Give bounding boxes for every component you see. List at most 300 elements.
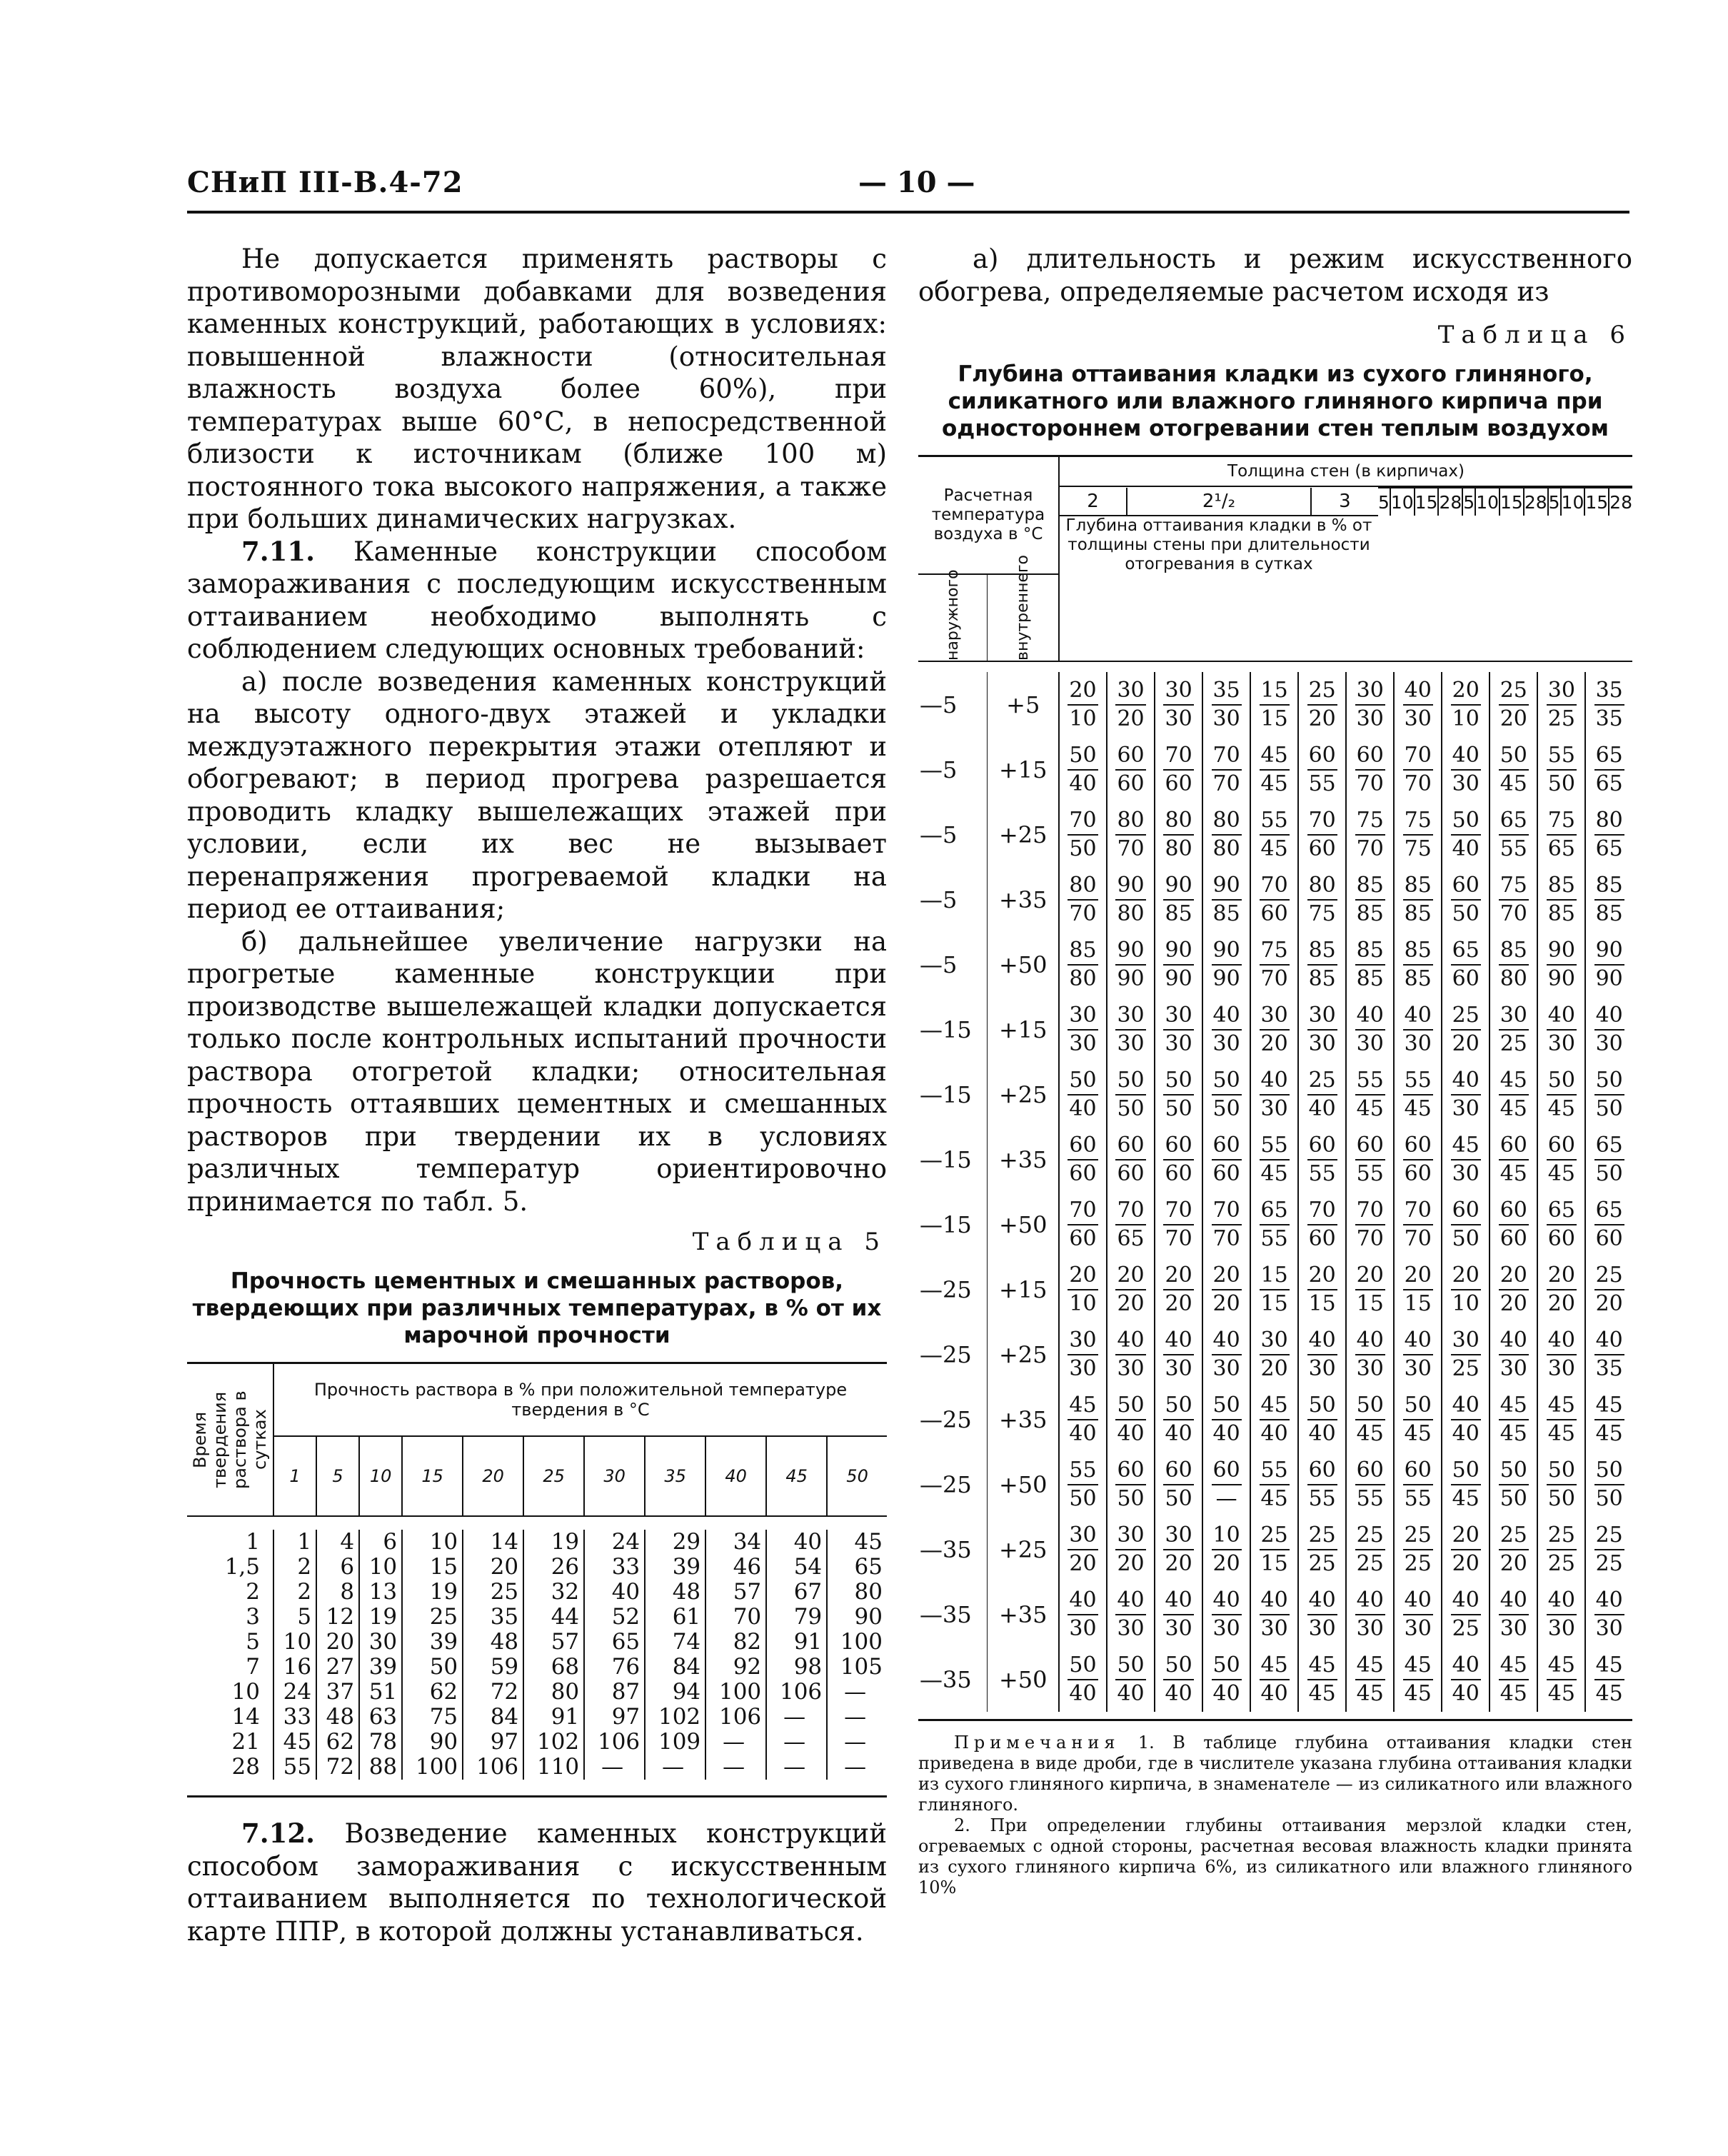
table6-notes <box>918 1733 1632 1898</box>
table6-fraction-cell <box>1059 1257 1107 1322</box>
thaw-depth-fraction <box>1403 1002 1433 1058</box>
table6-fraction-cell <box>1107 1387 1155 1452</box>
thaw-depth-fraction <box>1451 1587 1481 1643</box>
fraction-denominator: 80 <box>1117 901 1145 926</box>
thaw-depth-fraction <box>1403 872 1433 928</box>
fraction-denominator: 90 <box>1595 966 1623 991</box>
thaw-depth-fraction <box>1115 807 1145 863</box>
table6-fraction-cell <box>1202 1192 1250 1257</box>
table5-value-cell: 79 <box>766 1605 827 1630</box>
fraction-denominator: — <box>1215 1485 1237 1511</box>
table6-fraction-cell <box>1059 737 1107 802</box>
fraction-denominator: 45 <box>1356 1420 1384 1446</box>
fraction-denominator: 40 <box>1308 1420 1336 1446</box>
thaw-depth-fraction <box>1163 1652 1193 1708</box>
table6-fraction-cell <box>1155 1517 1202 1582</box>
thaw-depth-fraction <box>1115 1067 1145 1123</box>
thaw-depth-fraction <box>1307 1457 1337 1513</box>
fraction-numerator: 25 <box>1594 1262 1624 1290</box>
fraction-denominator: 40 <box>1260 1680 1288 1706</box>
fraction-numerator: 50 <box>1163 1392 1193 1420</box>
fraction-numerator: 50 <box>1212 1067 1242 1095</box>
fraction-numerator: 40 <box>1403 1587 1433 1615</box>
table6-inside-header-cell <box>988 554 1059 661</box>
table6-inside-temp: +35 <box>988 867 1059 932</box>
fraction-numerator: 25 <box>1403 1522 1433 1550</box>
table6-fraction-cell <box>1298 997 1346 1062</box>
fraction-numerator: 65 <box>1594 742 1624 771</box>
table6-fraction-cell <box>1537 932 1585 997</box>
fraction-denominator: 40 <box>1165 1680 1192 1706</box>
thaw-depth-fraction <box>1163 807 1193 863</box>
fraction-numerator: 50 <box>1115 1067 1145 1095</box>
table5-row <box>187 1755 887 1780</box>
fraction-numerator: 20 <box>1068 1262 1097 1290</box>
table6-bottom-row <box>918 1712 1632 1720</box>
fraction-denominator: 50 <box>1595 1160 1623 1186</box>
thaw-depth-fraction <box>1115 1652 1145 1708</box>
fraction-denominator: 25 <box>1500 1031 1527 1056</box>
table6-fraction-cell <box>1442 1127 1490 1192</box>
table6-fraction-cell <box>1442 1387 1490 1452</box>
fraction-denominator: 85 <box>1212 901 1240 926</box>
fraction-numerator: 25 <box>1547 1522 1577 1550</box>
thaw-depth-fraction <box>1115 1132 1145 1188</box>
fraction-denominator: 45 <box>1500 1420 1527 1446</box>
table5-value-cell: — <box>766 1755 827 1780</box>
table6-fraction-cell <box>1394 932 1442 997</box>
table5-bottom-row <box>187 1780 887 1797</box>
table6-fraction-cell <box>1059 1517 1107 1582</box>
fraction-denominator: 90 <box>1117 966 1145 991</box>
thaw-depth-fraction <box>1499 1002 1529 1058</box>
fraction-numerator: 50 <box>1068 1067 1097 1095</box>
fraction-denominator: 90 <box>1165 966 1192 991</box>
fraction-numerator: 30 <box>1163 1002 1193 1031</box>
fraction-numerator: 40 <box>1260 1587 1290 1615</box>
fraction-denominator: 30 <box>1165 706 1192 731</box>
fraction-numerator: 15 <box>1260 1262 1290 1290</box>
table6-fraction-cell <box>1298 932 1346 997</box>
table6-fraction-cell <box>1585 1127 1632 1192</box>
fraction-numerator: 40 <box>1547 1587 1577 1615</box>
fraction-numerator: 65 <box>1594 1132 1624 1160</box>
fraction-numerator: 50 <box>1451 807 1481 836</box>
table5-value-cell: 109 <box>645 1730 705 1755</box>
table5-value-cell: 100 <box>705 1680 766 1705</box>
fraction-denominator: 30 <box>1500 1615 1527 1641</box>
table6-fraction-cell <box>1202 1452 1250 1517</box>
paragraph-restrictions: Не допускается применять растворы с противоморозными добавками для возведения каменных конструкций, работающих в условиях: повышенной влажности (относительная влажность воздуха более 60%), при температурах выше 60°С, в непосредственной близости к источникам (ближе 100 м) постоянного тока высокого напряжения, а также при больших динамических нагрузках. <box>187 244 887 534</box>
fraction-numerator: 50 <box>1115 1392 1145 1420</box>
table5-value-cell: 34 <box>705 1530 766 1555</box>
table6-row <box>918 932 1632 997</box>
thaw-depth-fraction <box>1212 1262 1242 1318</box>
fraction-denominator: 60 <box>1308 1225 1336 1251</box>
fraction-denominator: 30 <box>1069 1031 1097 1056</box>
fraction-denominator: 85 <box>1356 966 1384 991</box>
table5-value-cell: — <box>705 1730 766 1755</box>
fraction-denominator: 70 <box>1356 836 1384 861</box>
fraction-denominator: 50 <box>1165 1485 1192 1511</box>
fraction-denominator: 65 <box>1595 836 1623 861</box>
table6-fraction-cell <box>1202 1062 1250 1127</box>
table5-value-cell: — <box>827 1730 887 1755</box>
thaw-depth-fraction <box>1307 1652 1337 1708</box>
table5-value-cell: 16 <box>283 1654 312 1680</box>
table5-value-cell: 39 <box>402 1630 463 1655</box>
table5-value-cell: 55 <box>283 1754 312 1780</box>
table5-value-cell: 106 <box>584 1730 645 1755</box>
fraction-numerator: 60 <box>1307 1132 1337 1160</box>
thaw-depth-fraction <box>1499 1067 1529 1123</box>
fraction-numerator: 70 <box>1403 742 1433 771</box>
thaw-depth-fraction <box>1260 1652 1290 1708</box>
fraction-denominator: 40 <box>1069 1420 1097 1446</box>
table5-value-cell: 33 <box>283 1704 312 1730</box>
thaw-depth-fraction <box>1115 1327 1145 1383</box>
table6-fraction-cell <box>1442 932 1490 997</box>
table6-fraction-cell <box>1490 932 1537 997</box>
table5-value-cell: 39 <box>645 1555 705 1580</box>
thaw-depth-fraction <box>1163 1522 1193 1578</box>
fraction-numerator: 20 <box>1068 677 1097 706</box>
fraction-denominator: 70 <box>1212 771 1240 796</box>
document-code: СНиП III-В.4-72 <box>187 166 463 199</box>
fraction-numerator: 40 <box>1212 1002 1242 1031</box>
thaw-depth-fraction <box>1403 677 1433 733</box>
thaw-depth-fraction <box>1068 1522 1097 1578</box>
table5-value-cell: 51 <box>359 1680 402 1705</box>
thaw-depth-fraction <box>1547 1327 1577 1383</box>
table6-fraction-cell <box>1250 867 1298 932</box>
thaw-depth-fraction <box>1451 872 1481 928</box>
fraction-numerator: 25 <box>1499 1522 1529 1550</box>
fraction-numerator: 50 <box>1068 1652 1097 1680</box>
fraction-denominator: 20 <box>1500 706 1527 731</box>
fraction-numerator: 75 <box>1547 807 1577 836</box>
table5-title: Прочность цементных и смешанных растворов, твердеющих при различных температурах, в % от их марочной прочности <box>192 1268 882 1348</box>
table6-row <box>918 737 1632 802</box>
thaw-depth-fraction <box>1594 1132 1624 1188</box>
fraction-denominator: 70 <box>1212 1225 1240 1251</box>
fraction-numerator: 20 <box>1451 1262 1481 1290</box>
thaw-depth-fraction <box>1547 1522 1577 1578</box>
table6-fraction-cell <box>1442 1517 1490 1582</box>
fraction-numerator: 65 <box>1451 937 1481 966</box>
fraction-denominator: 30 <box>1212 706 1240 731</box>
table6-outside-temp: —5 <box>918 867 988 932</box>
table5-value-cell: 100 <box>827 1630 887 1655</box>
fraction-numerator: 40 <box>1451 1652 1481 1680</box>
thaw-depth-fraction <box>1547 872 1577 928</box>
fraction-denominator: 20 <box>1595 1290 1623 1316</box>
table5-time-cell: 28 <box>187 1755 273 1780</box>
thaw-depth-fraction <box>1068 1652 1097 1708</box>
thaw-depth-fraction <box>1163 1457 1193 1513</box>
table5-value-cell: 84 <box>645 1655 705 1680</box>
table6-outside-temp: —5 <box>918 672 988 737</box>
table6-fraction-cell <box>1059 1322 1107 1387</box>
fraction-denominator: 40 <box>1165 1420 1192 1446</box>
table6-row <box>918 802 1632 867</box>
fraction-denominator: 30 <box>1212 1355 1240 1381</box>
table6-fraction-cell <box>1490 1582 1537 1647</box>
thaw-depth-fraction <box>1403 1132 1433 1188</box>
fraction-denominator: 50 <box>1069 836 1097 861</box>
fraction-numerator: 75 <box>1499 872 1529 901</box>
table6-fraction-cell <box>1155 1647 1202 1712</box>
fraction-numerator: 45 <box>1451 1132 1481 1160</box>
fraction-denominator: 55 <box>1260 1225 1288 1251</box>
table6-inside-temp: +35 <box>988 1582 1059 1647</box>
thaw-depth-fraction <box>1115 1197 1145 1253</box>
fraction-numerator: 40 <box>1307 1587 1337 1615</box>
table6-fraction-cell <box>1490 672 1537 737</box>
fraction-denominator: 35 <box>1595 1355 1623 1381</box>
table6-fraction-cell <box>1585 1257 1632 1322</box>
fraction-numerator: 40 <box>1499 1327 1529 1355</box>
table6-fraction-cell <box>1298 867 1346 932</box>
table6-outside-temp: —15 <box>918 1062 988 1127</box>
table6-fraction-cell <box>1298 1647 1346 1712</box>
thaw-depth-fraction <box>1355 1392 1385 1448</box>
table5-value-cell: 61 <box>645 1605 705 1630</box>
fraction-denominator: 45 <box>1356 1680 1384 1706</box>
thaw-depth-fraction <box>1260 742 1290 798</box>
fraction-denominator: 30 <box>1308 1355 1336 1381</box>
thaw-depth-fraction <box>1499 1262 1529 1318</box>
thaw-depth-fraction <box>1403 742 1433 798</box>
table5-value-cell: 78 <box>359 1730 402 1755</box>
table6-fraction-cell <box>1155 1257 1202 1322</box>
table5-value-cell: 33 <box>584 1555 645 1580</box>
fraction-numerator: 30 <box>1547 677 1577 706</box>
fraction-numerator: 50 <box>1115 1652 1145 1680</box>
table6-fraction-cell <box>1346 737 1394 802</box>
table6-thickness-inner <box>1060 487 1632 574</box>
table5-row <box>187 1555 887 1580</box>
fraction-denominator: 15 <box>1356 1290 1384 1316</box>
fraction-numerator: 30 <box>1068 1522 1097 1550</box>
thaw-depth-fraction <box>1547 1652 1577 1708</box>
table6-fraction-cell <box>1202 1322 1250 1387</box>
table6-fraction-cell <box>1107 1062 1155 1127</box>
table6-row <box>918 997 1632 1062</box>
page-header <box>187 166 1629 216</box>
fraction-numerator: 70 <box>1068 1197 1097 1225</box>
fraction-denominator: 15 <box>1308 1290 1336 1316</box>
table6-fraction-cell <box>1250 1452 1298 1517</box>
fraction-denominator: 70 <box>1165 1225 1192 1251</box>
fraction-denominator: 45 <box>1404 1095 1432 1121</box>
fraction-denominator: 50 <box>1595 1095 1623 1121</box>
table5-temp-header: 45 <box>766 1436 827 1516</box>
fraction-denominator: 20 <box>1547 1290 1575 1316</box>
table6-fraction-cell <box>1394 802 1442 867</box>
fraction-denominator: 15 <box>1260 1290 1288 1316</box>
table6-inside-temp: +35 <box>988 1127 1059 1192</box>
thaw-depth-fraction <box>1212 807 1242 863</box>
table6-fraction-cell <box>1202 1647 1250 1712</box>
table6-fraction-cell <box>1250 1192 1298 1257</box>
table5-row-header-cell <box>187 1363 273 1517</box>
table5-value-cell: 2 <box>297 1554 312 1580</box>
table5-value-cell: 26 <box>523 1555 584 1580</box>
thaw-depth-fraction <box>1403 1197 1433 1253</box>
table6-day-header: 28 <box>1524 488 1548 516</box>
table6-fraction-cell <box>1250 802 1298 867</box>
fraction-numerator: 60 <box>1355 742 1385 771</box>
table6-fraction-cell <box>1442 1647 1490 1712</box>
table6-fraction-cell <box>1442 1062 1490 1127</box>
fraction-numerator: 60 <box>1212 1132 1242 1160</box>
thaw-depth-fraction <box>1212 1587 1242 1643</box>
table6-fraction-cell <box>1107 737 1155 802</box>
thaw-depth-fraction <box>1499 1522 1529 1578</box>
table6-fraction-cell <box>1107 1322 1155 1387</box>
table6-fraction-cell <box>1107 1517 1155 1582</box>
table6-outside-temp: —25 <box>918 1452 988 1517</box>
table6-fraction-cell <box>1250 1647 1298 1712</box>
fraction-numerator: 60 <box>1212 1457 1242 1485</box>
table6-fraction-cell <box>1442 802 1490 867</box>
table5-value-cell: 29 <box>645 1530 705 1555</box>
table6-fraction-cell <box>1442 672 1490 737</box>
fraction-numerator: 40 <box>1212 1327 1242 1355</box>
fraction-denominator: 45 <box>1595 1680 1623 1706</box>
table5-value-cell: 65 <box>827 1555 887 1580</box>
thaw-depth-fraction <box>1212 1002 1242 1058</box>
table6-fraction-cell <box>1202 997 1250 1062</box>
table5-value-cell: 39 <box>359 1655 402 1680</box>
table5-value-cell: 40 <box>766 1530 827 1555</box>
fraction-denominator: 30 <box>1165 1615 1192 1641</box>
fraction-numerator: 40 <box>1547 1002 1577 1031</box>
fraction-numerator: 45 <box>1547 1652 1577 1680</box>
thaw-depth-fraction <box>1499 807 1529 863</box>
table6-fraction-cell <box>1490 1517 1537 1582</box>
table6-day-header: 15 <box>1500 488 1524 516</box>
table6-fraction-cell <box>1107 997 1155 1062</box>
fraction-denominator: 45 <box>1356 1095 1384 1121</box>
thaw-depth-fraction <box>1260 1132 1290 1188</box>
clause-text: Каменные конструкции способом замораживания с последующим искусственным оттаиванием необходимо выполнять с соблюдением следующих основных требований: <box>187 536 888 664</box>
fraction-denominator: 30 <box>1117 1031 1145 1056</box>
table5-value-cell: 25 <box>463 1580 523 1605</box>
fraction-denominator: 60 <box>1595 1225 1623 1251</box>
fraction-numerator: 60 <box>1163 1457 1193 1485</box>
table6-day-header: 10 <box>1390 488 1415 516</box>
fraction-numerator: 40 <box>1547 1327 1577 1355</box>
table6-fraction-cell <box>1537 1192 1585 1257</box>
thaw-depth-fraction <box>1212 1197 1242 1253</box>
fraction-numerator: 70 <box>1212 742 1242 771</box>
fraction-numerator: 45 <box>1499 1652 1529 1680</box>
table6-fraction-cell <box>1346 1127 1394 1192</box>
table6-fraction-cell <box>1155 802 1202 867</box>
table5-value-cell: 20 <box>463 1555 523 1580</box>
table6-fraction-cell <box>1537 1582 1585 1647</box>
fraction-numerator: 90 <box>1212 937 1242 966</box>
table6-fraction-cell <box>1059 932 1107 997</box>
thaw-depth-fraction <box>1451 1392 1481 1448</box>
fraction-denominator: 20 <box>1069 1550 1097 1576</box>
notes-label: Примечания <box>954 1733 1120 1753</box>
fraction-denominator: 85 <box>1356 901 1384 926</box>
thaw-depth-fraction <box>1355 1327 1385 1383</box>
fraction-denominator: 30 <box>1595 1615 1623 1641</box>
fraction-denominator: 50 <box>1500 1485 1527 1511</box>
table5-temp-header: 35 <box>645 1436 705 1516</box>
fraction-denominator: 80 <box>1069 966 1097 991</box>
fraction-numerator: 70 <box>1212 1197 1242 1225</box>
thaw-depth-fraction <box>1594 807 1624 863</box>
thaw-depth-fraction <box>1355 677 1385 733</box>
table6-fraction-cell <box>1202 802 1250 867</box>
thaw-depth-fraction <box>1355 1002 1385 1058</box>
table5-value-cell: 57 <box>523 1630 584 1655</box>
thaw-depth-fraction <box>1547 1132 1577 1188</box>
table5-temp-header: 40 <box>705 1436 766 1516</box>
table5-time-cell: 1,5 <box>187 1555 273 1580</box>
table5-temp-header: 50 <box>827 1436 887 1516</box>
table6-fraction-cell <box>1346 1647 1394 1712</box>
table6-thickness-values <box>1060 488 1632 516</box>
table6-fraction-cell <box>1298 1452 1346 1517</box>
fraction-denominator: 30 <box>1500 1355 1527 1381</box>
thaw-depth-fraction <box>1499 1197 1529 1253</box>
table6-fraction-cell <box>1585 737 1632 802</box>
fraction-numerator: 65 <box>1499 807 1529 836</box>
table6-fraction-cell <box>1059 672 1107 737</box>
fraction-denominator: 30 <box>1356 1031 1384 1056</box>
table6-fraction-cell <box>1107 1452 1155 1517</box>
fraction-numerator: 70 <box>1163 1197 1193 1225</box>
fraction-denominator: 70 <box>1117 836 1145 861</box>
thaw-depth-fraction <box>1307 872 1337 928</box>
thaw-depth-fraction <box>1403 1327 1433 1383</box>
fraction-numerator: 40 <box>1403 677 1433 706</box>
fraction-numerator: 55 <box>1260 1132 1290 1160</box>
fraction-numerator: 10 <box>1212 1522 1242 1550</box>
fraction-denominator: 25 <box>1595 1550 1623 1576</box>
fraction-denominator: 50 <box>1117 1095 1145 1121</box>
fraction-numerator: 85 <box>1355 937 1385 966</box>
thaw-depth-fraction <box>1068 1392 1097 1448</box>
table6-fraction-cell <box>1155 1452 1202 1517</box>
note-1-text: 1. В таблице глубина оттаивания кладки стен приведена в виде дроби, где в числителе указана глубина оттаивания кладки из сухого глиняного кирпича, в знаменателе — из силикатного или влажного глиняного. <box>918 1733 1632 1815</box>
table5-value-cell: 76 <box>584 1655 645 1680</box>
table6-fraction-cell <box>1346 867 1394 932</box>
table5-value-cell: 97 <box>463 1730 523 1755</box>
table6-fraction-cell <box>1537 1062 1585 1127</box>
table6-row <box>918 672 1632 737</box>
thaw-depth-fraction <box>1499 1392 1529 1448</box>
thaw-depth-fraction <box>1163 742 1193 798</box>
fraction-denominator: 55 <box>1308 1160 1336 1186</box>
table5-value-cell: 102 <box>645 1705 705 1730</box>
fraction-denominator: 60 <box>1117 1160 1145 1186</box>
thaw-depth-fraction <box>1163 1067 1193 1123</box>
table5-value-cell: 13 <box>359 1580 402 1605</box>
thaw-depth-fraction <box>1594 1522 1624 1578</box>
thaw-depth-fraction <box>1594 937 1624 993</box>
table6-fraction-cell <box>1394 737 1442 802</box>
fraction-numerator: 80 <box>1068 872 1097 901</box>
fraction-denominator: 40 <box>1452 836 1480 861</box>
fraction-numerator: 30 <box>1163 1522 1193 1550</box>
